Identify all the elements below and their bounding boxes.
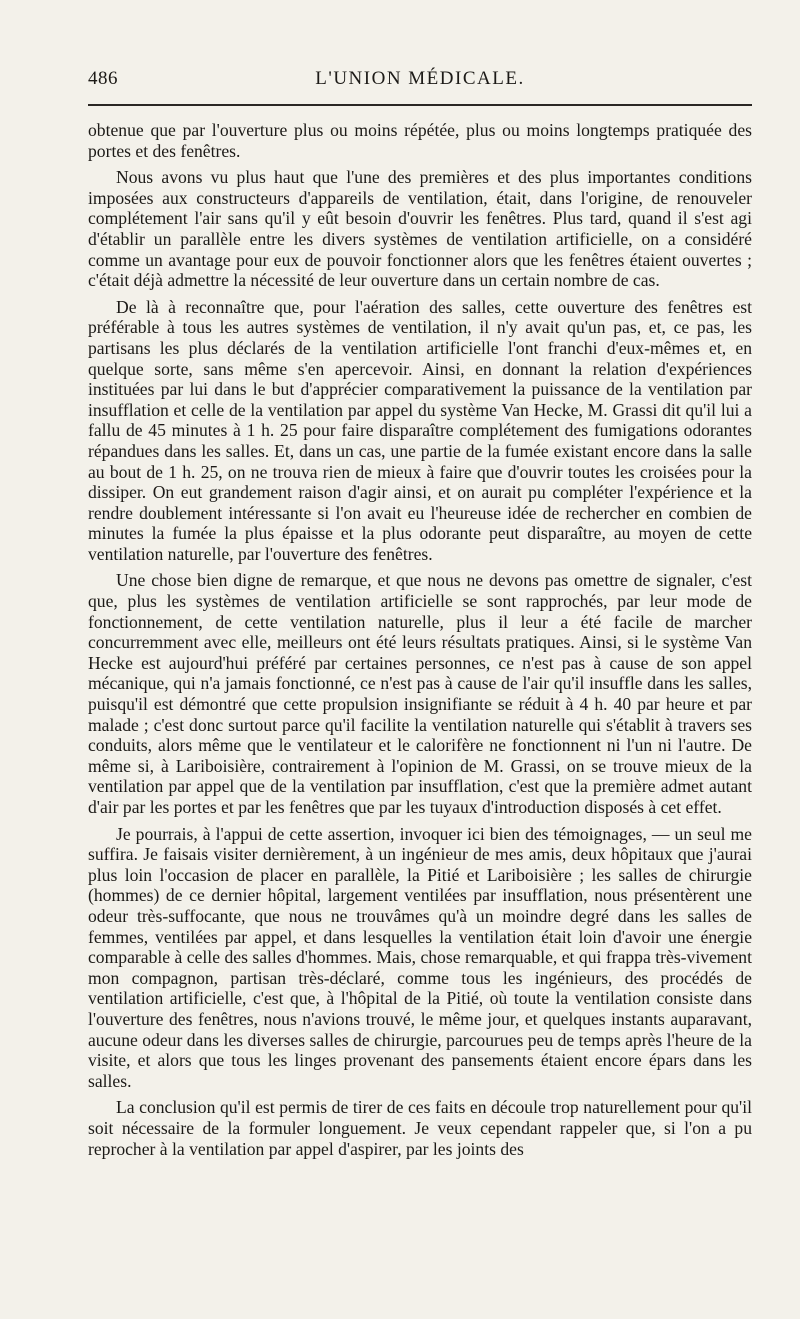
page-header bbox=[88, 68, 752, 102]
body-text bbox=[88, 120, 752, 1159]
page-number: 486 bbox=[88, 68, 118, 89]
paragraph: Nous avons vu plus haut que l'une des premières et des plus importantes conditions imposées aux constructeurs d'appareils de ventilation, était, dans l'origine, de renouveler complétement l'air sans qu'il y eût besoin d'ouvrir les fenêtres. Plus tard, quand il s'est agi d'établir un parallèle entre les divers systèmes de ventilation artificielle, on a considéré comme un avantage pour eux de pouvoir fonctionner alors que les fenêtres étaient ouvertes ; c'était déjà admettre la nécessité de leur ouverture dans un certain nombre de cas. bbox=[88, 167, 752, 291]
paragraph: Une chose bien digne de remarque, et que nous ne devons pas omettre de signaler, c'est que, plus les systèmes de ventilation artificielle se sont rapprochés, par leur mode de fonctionnement, de cette ventilation naturelle, plus il leur a été facile de marcher concurremment avec elle, meilleurs ont été leurs résultats pratiques. Ainsi, si le système Van Hecke est aujourd'hui préféré par certaines personnes, ce n'est pas à cause de son appel mécanique, qui n'a jamais fonctionné, ce n'est pas à cause de l'air qu'il insuffle dans les salles, puisqu'il est démontré que cette propulsion insignifiante se réduit à 4 h. 40 par heure et par malade ; c'est donc surtout parce qu'il facilite la ventilation naturelle qui s'établit à travers ses conduits, alors même que le ventilateur et le calorifère ne fonctionnent ni l'un ni l'autre. De même si, à Lariboisière, contrairement à l'opinion de M. Grassi, on se trouve mieux de la ventilation par appel que de la ventilation par insufflation, c'est que la première admet autant d'air par les portes et par les fenêtres que par les tuyaux d'introduction disposés à cet effet. bbox=[88, 570, 752, 817]
header-rule bbox=[88, 104, 752, 106]
running-head: L'UNION MÉDICALE. bbox=[315, 68, 525, 89]
paragraph: La conclusion qu'il est permis de tirer de ces faits en découle trop naturellement pour qu'il soit nécessaire de la formuler longuement. Je veux cependant rappeler que, si l'on a pu reprocher à la ventilation par appel d'aspirer, par les joints des bbox=[88, 1097, 752, 1159]
paragraph: De là à reconnaître que, pour l'aération des salles, cette ouverture des fenêtres est préférable à tous les autres systèmes de ventilation, il n'y avait qu'un pas, et, ce pas, les partisans les plus déclarés de la ventilation artificielle l'ont franchi d'eux-mêmes et, en quelque sorte, sans même s'en apercevoir. Ainsi, en donnant la relation d'expériences instituées par lui dans le but d'apprécier comparativement la puissance de la ventilation par insufflation et celle de la ventilation par appel du système Van Hecke, M. Grassi dit qu'il lui a fallu de 45 minutes à 1 h. 25 pour faire disparaître complétement des fumigations odorantes répandues dans les salles. Et, dans un cas, une partie de la fumée existant encore dans la salle au bout de 1 h. 25, on ne trouva rien de mieux à faire que d'ouvrir toutes les croisées pour la dissiper. On eut grandement raison d'agir ainsi, et on aurait pu compléter l'expérience et la rendre doublement intéressante si l'on avait eu l'heureuse idée de rechercher en combien de minutes la fumée la plus épaisse et la plus odorante peut disparaître, au moyen de cette ventilation naturelle, par l'ouverture des fenêtres. bbox=[88, 296, 752, 564]
paragraph: Je pourrais, à l'appui de cette assertion, invoquer ici bien des témoignages, — un seul me suffira. Je faisais visiter dernièrement, à un ingénieur de mes amis, deux hôpitaux que j'aurai plus loin l'occasion de placer en parallèle, la Pitié et Lariboisière ; les salles de chirurgie (hommes) de ce dernier hôpital, largement ventilées par insufflation, nous présentèrent une odeur très-suffocante, que nous ne trouvâmes qu'à un moindre degré dans les salles de femmes, ventilées par appel, et dans lesquelles la ventilation était loin d'avoir une énergie comparable à celle des salles d'hommes. Mais, chose remarquable, et qui frappa très-vivement mon compagnon, partisan très-déclaré, comme tous les ingénieurs, des procédés de ventilation artificielle, c'est que, à l'hôpital de la Pitié, où toute la ventilation consiste dans l'ouverture des fenêtres, nous n'avions trouvé, le même jour, et quelques instants auparavant, aucune odeur dans les diverses salles de chirurgie, parcourues peu de temps après l'heure de la visite, et alors que tous les linges provenant des pansements étaient encore épars dans les salles. bbox=[88, 823, 752, 1091]
paragraph-continuation: obtenue que par l'ouverture plus ou moins répétée, plus ou moins longtemps pratiquée des portes et des fenêtres. bbox=[88, 120, 752, 161]
